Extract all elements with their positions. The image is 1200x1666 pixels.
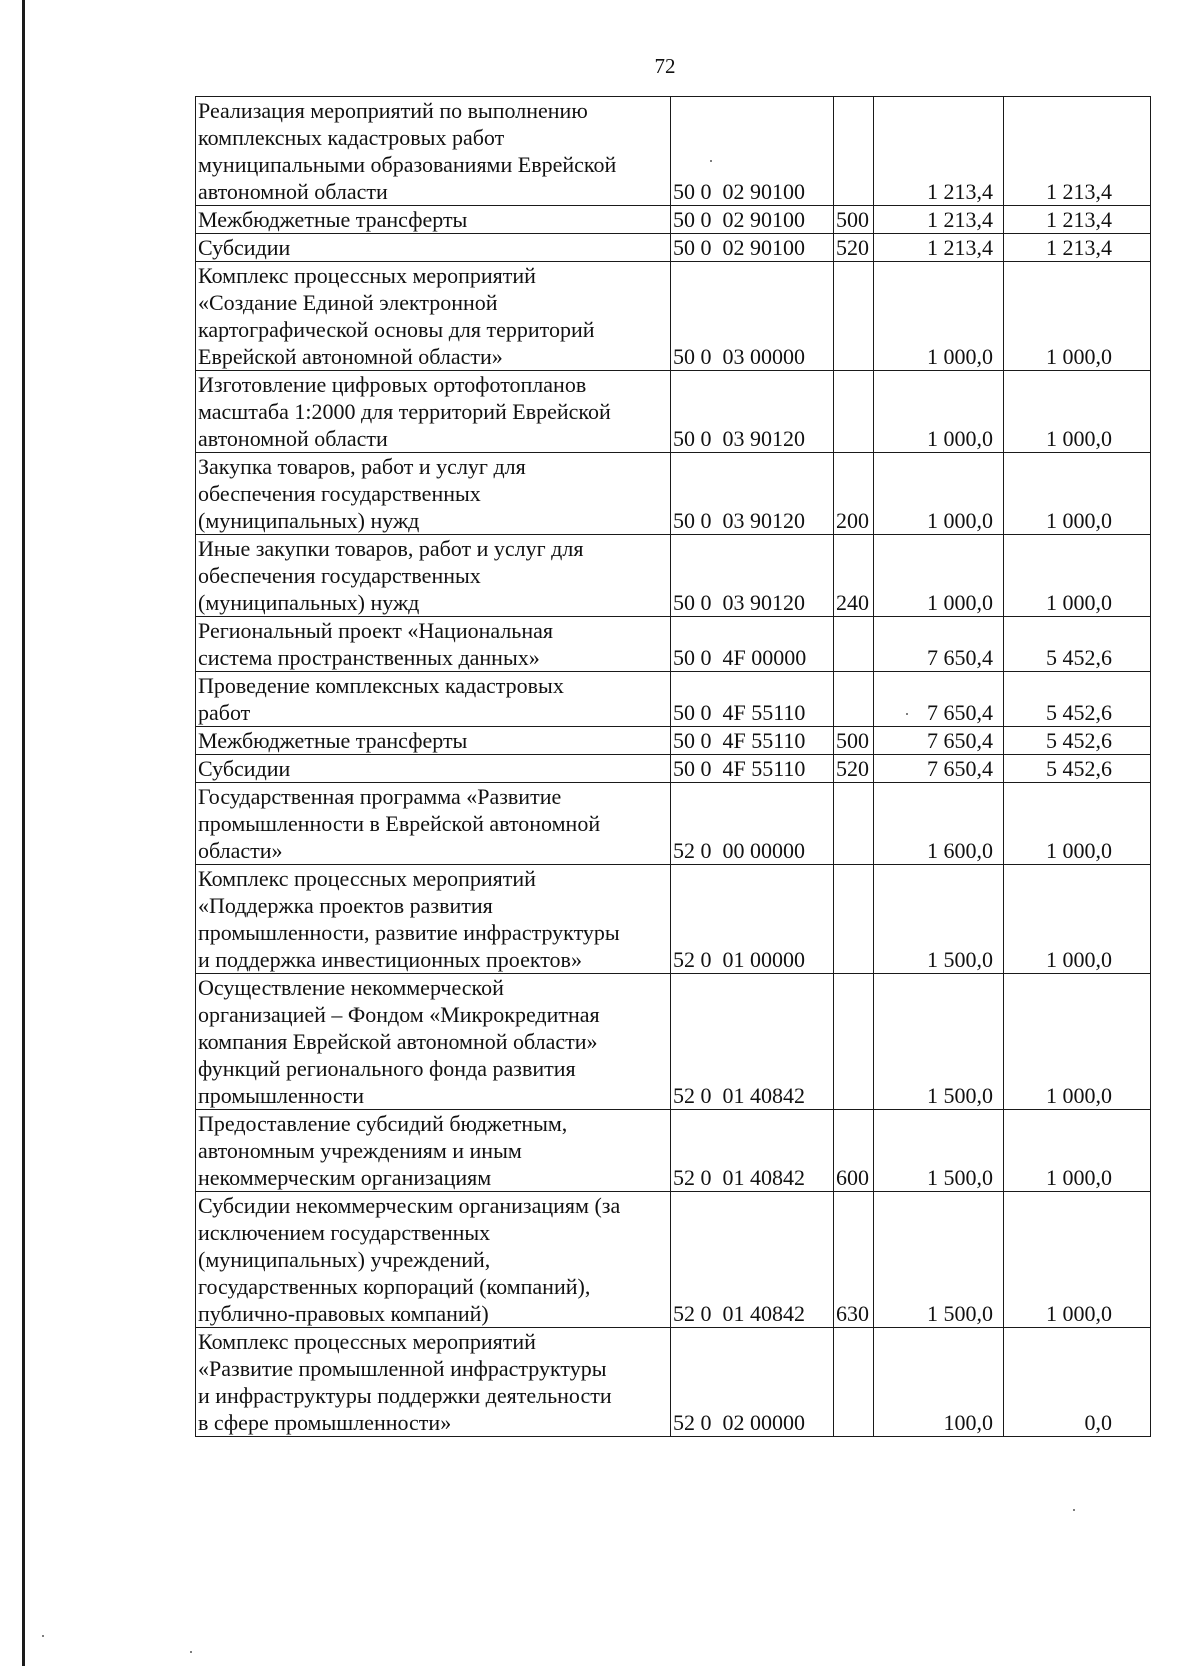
row-target-code: 52 0 01 40842: [671, 1110, 834, 1192]
row-target-code: 50 0 03 00000: [671, 262, 834, 371]
row-amount-first: 1 000,0: [874, 371, 1004, 453]
row-name: Комплекс процессных мероприятий «Создание Единой электронной картографической основы для территорий Еврейской автономной области»: [196, 262, 671, 371]
row-target-code: 50 0 03 90120: [671, 453, 834, 535]
row-name: Комплекс процессных мероприятий «Поддержка проектов развития промышленности, развитие инфраструктуры и поддержка инвестиционных проектов»: [196, 865, 671, 974]
row-amount-second: 1 000,0: [1004, 783, 1151, 865]
row-expense-type: [834, 1328, 874, 1437]
row-amount-second: 1 000,0: [1004, 1192, 1151, 1328]
row-expense-type: 200: [834, 453, 874, 535]
row-amount-second: 1 213,4: [1004, 206, 1151, 234]
row-amount-second: 0,0: [1004, 1328, 1151, 1437]
row-amount-second: 1 213,4: [1004, 234, 1151, 262]
row-name: Предоставление субсидий бюджетным, автономным учреждениям и иным некоммерческим организациям: [196, 1110, 671, 1192]
row-amount-first: 1 500,0: [874, 865, 1004, 974]
row-expense-type: [834, 371, 874, 453]
row-target-code: 50 0 03 90120: [671, 535, 834, 617]
row-target-code: 52 0 01 40842: [671, 974, 834, 1110]
row-target-code: 50 0 02 90100: [671, 234, 834, 262]
scan-edge-line: [22, 0, 25, 1666]
row-expense-type: 600: [834, 1110, 874, 1192]
table-row: [196, 206, 1151, 234]
row-amount-first: 7 650,4: [874, 672, 1004, 727]
row-expense-type: [834, 783, 874, 865]
row-target-code: 50 0 02 90100: [671, 206, 834, 234]
table-row: [196, 727, 1151, 755]
table-row: [196, 783, 1151, 865]
row-target-code: 52 0 02 00000: [671, 1328, 834, 1437]
table-row: [196, 865, 1151, 974]
row-amount-first: 7 650,4: [874, 755, 1004, 783]
row-amount-first: 1 500,0: [874, 974, 1004, 1110]
row-target-code: 50 0 03 90120: [671, 371, 834, 453]
row-name: Реализация мероприятий по выполнению комплексных кадастровых работ муниципальными образованиями Еврейской автономной области: [196, 97, 671, 206]
table-row: [196, 97, 1151, 206]
row-name: Изготовление цифровых ортофотопланов масштаба 1:2000 для территорий Еврейской автономной области: [196, 371, 671, 453]
row-expense-type: 500: [834, 206, 874, 234]
budget-table-body: [196, 97, 1151, 1437]
row-amount-first: 7 650,4: [874, 727, 1004, 755]
row-name: Субсидии: [196, 234, 671, 262]
row-amount-first: 1 500,0: [874, 1110, 1004, 1192]
row-amount-second: 5 452,6: [1004, 755, 1151, 783]
row-expense-type: [834, 865, 874, 974]
row-amount-first: 1 213,4: [874, 206, 1004, 234]
row-amount-first: 1 000,0: [874, 262, 1004, 371]
row-target-code: 50 0 4F 55110: [671, 727, 834, 755]
scan-speck: [1073, 1509, 1075, 1511]
row-amount-second: 1 000,0: [1004, 865, 1151, 974]
row-target-code: 52 0 00 00000: [671, 783, 834, 865]
table-row: [196, 371, 1151, 453]
row-amount-first: 1 600,0: [874, 783, 1004, 865]
table-row: [196, 535, 1151, 617]
row-amount-second: 1 000,0: [1004, 371, 1151, 453]
row-amount-second: 5 452,6: [1004, 672, 1151, 727]
row-amount-second: 1 000,0: [1004, 262, 1151, 371]
row-expense-type: 630: [834, 1192, 874, 1328]
table-row: [196, 453, 1151, 535]
row-name: Иные закупки товаров, работ и услуг для обеспечения государственных (муниципальных) нужд: [196, 535, 671, 617]
row-expense-type: [834, 974, 874, 1110]
row-amount-second: 5 452,6: [1004, 617, 1151, 672]
row-name: Субсидии: [196, 755, 671, 783]
row-amount-second: 1 000,0: [1004, 974, 1151, 1110]
row-amount-first: 100,0: [874, 1328, 1004, 1437]
row-target-code: 50 0 4F 55110: [671, 755, 834, 783]
row-target-code: 52 0 01 40842: [671, 1192, 834, 1328]
row-expense-type: 240: [834, 535, 874, 617]
row-name: Государственная программа «Развитие промышленности в Еврейской автономной области»: [196, 783, 671, 865]
row-expense-type: [834, 672, 874, 727]
row-name: Комплекс процессных мероприятий «Развитие промышленной инфраструктуры и инфраструктуры поддержки деятельности в сфере промышленности»: [196, 1328, 671, 1437]
table-row: [196, 617, 1151, 672]
row-expense-type: 500: [834, 727, 874, 755]
row-name: Проведение комплексных кадастровых работ: [196, 672, 671, 727]
row-target-code: 50 0 4F 00000: [671, 617, 834, 672]
table-row: [196, 755, 1151, 783]
scan-speck: [190, 1651, 192, 1653]
row-amount-second: 1 000,0: [1004, 1110, 1151, 1192]
row-name: Межбюджетные трансферты: [196, 727, 671, 755]
table-row: [196, 262, 1151, 371]
row-name: Осуществление некоммерческой организацией – Фондом «Микрокредитная компания Еврейской автономной области» функций регионального фонда развития промышленности: [196, 974, 671, 1110]
row-amount-first: 1 000,0: [874, 535, 1004, 617]
row-amount-first: 1 500,0: [874, 1192, 1004, 1328]
row-expense-type: [834, 617, 874, 672]
scan-speck: [906, 713, 908, 715]
table-row: [196, 1192, 1151, 1328]
row-amount-second: 1 000,0: [1004, 453, 1151, 535]
row-name: Межбюджетные трансферты: [196, 206, 671, 234]
row-amount-first: 1 213,4: [874, 97, 1004, 206]
row-name: Закупка товаров, работ и услуг для обеспечения государственных (муниципальных) нужд: [196, 453, 671, 535]
budget-table: [195, 96, 1151, 1437]
table-row: [196, 1328, 1151, 1437]
page-number: 72: [654, 54, 676, 78]
row-expense-type: 520: [834, 755, 874, 783]
table-row: [196, 672, 1151, 727]
row-amount-first: 7 650,4: [874, 617, 1004, 672]
row-target-code: 50 0 4F 55110: [671, 672, 834, 727]
scan-speck: [42, 1635, 44, 1637]
row-expense-type: [834, 97, 874, 206]
table-row: [196, 1110, 1151, 1192]
scan-speck: [710, 160, 712, 162]
row-amount-second: 1 000,0: [1004, 535, 1151, 617]
row-name: Субсидии некоммерческим организациям (за исключением государственных (муниципальных) учреждений, государственных корпораций (компаний), публично-правовых компаний): [196, 1192, 671, 1328]
row-amount-second: 5 452,6: [1004, 727, 1151, 755]
row-target-code: 52 0 01 00000: [671, 865, 834, 974]
row-name: Региональный проект «Национальная система пространственных данных»: [196, 617, 671, 672]
row-expense-type: [834, 262, 874, 371]
row-expense-type: 520: [834, 234, 874, 262]
row-amount-first: 1 000,0: [874, 453, 1004, 535]
row-amount-second: 1 213,4: [1004, 97, 1151, 206]
row-amount-first: 1 213,4: [874, 234, 1004, 262]
row-target-code: 50 0 02 90100: [671, 97, 834, 206]
table-row: [196, 974, 1151, 1110]
table-row: [196, 234, 1151, 262]
